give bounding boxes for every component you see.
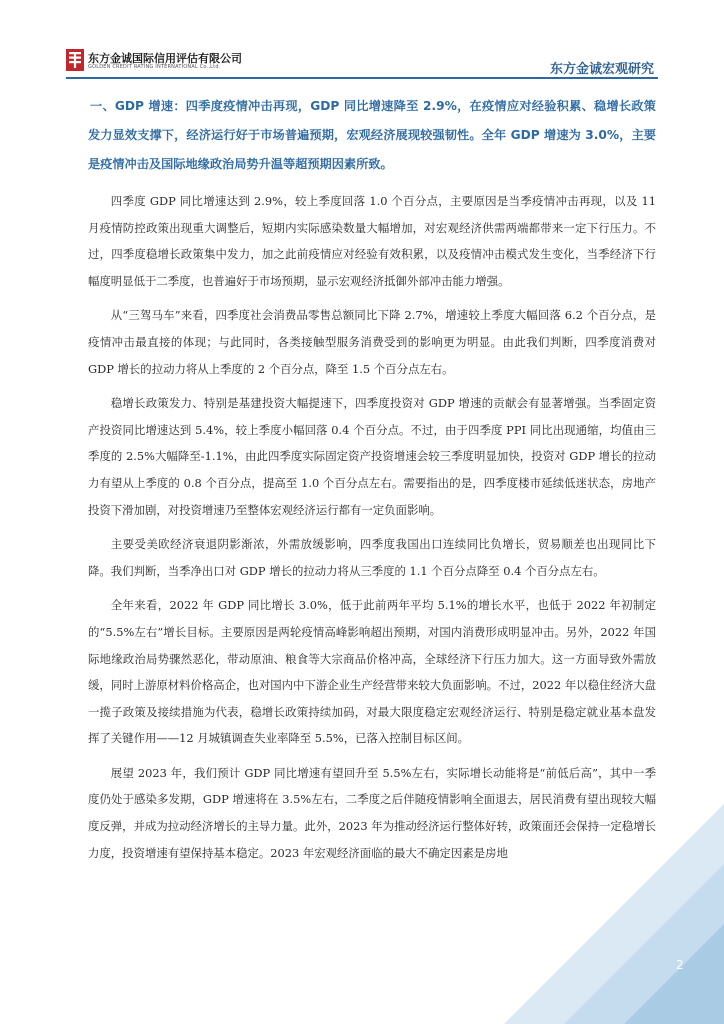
paragraph-net-exports: 主要受美欧经济衰退阴影渐浓，外需放缓影响，四季度我国出口连续同比负增长，贸易顺差也出现同比下降。我们判断，当季净出口对 GDP 增长的拉动力将从三季度的 1.1 个百分点降至 0.4 个百分点左右。	[88, 537, 656, 578]
paragraph-outlook-2023: 展望 2023 年，我们预计 GDP 同比增速有望回升至 5.5%左右，实际增长动能将是“前低后高”，其中一季度仍处于感染多发期，GDP 增速将在 3.5%左右，二季度之后伴随疫情影响全面退去，居民消费有望出现较大幅度反弹，并成为拉动经济增长的主导力量。此外，2023 年为推动经济运行整体好转，政策面还会保持一定稳增长力度，投资增速有望保持基本稳定。2023 年宏观经济面临的最大不确定因素是房地	[88, 765, 656, 860]
paragraph-full-year: 全年来看，2022 年 GDP 同比增长 3.0%，低于此前两年平均 5.1%的增长水平，也低于 2022 年初制定的“5.5%左右”增长目标。主要原因是两轮疫情高峰影响超出预期，对国内消费形成明显冲击。另外，2022 年国际地缘政治局势骤然恶化，带动原油、粮食等大宗商品价格冲高，全球经济下行压力加大。这一方面导致外需放缓，同时上游原材料价格高企，也对国内中下游企业生产经营带来较大负面影响。不过，2022 年以稳住经济大盘一揽子政策及接续措施为代表，稳增长政策持续加码，对最大限度稳定宏观经济运行、特别是稳定就业基本盘发挥了关键作用——12 月城镇调查失业率降至 5.5%，已落入控制目标区间。	[88, 598, 656, 746]
header-divider	[66, 77, 658, 79]
report-series-title: 东方金诚宏观研究	[549, 62, 654, 77]
page-header	[0, 0, 724, 80]
company-name: 东方金诚国际信用评估有限公司	[88, 52, 242, 65]
company-logo-icon	[66, 49, 84, 71]
section-heading: 一、GDP 增速：四季度疫情冲击再现，GDP 同比增速降至 2.9%，在疫情应对经验积累、稳增长政策发力显效支撑下，经济运行好于市场普遍预期，宏观经济展现较强韧性。全年 GDP 增速为 3.0%，主要是疫情冲击及国际地缘政治局势升温等超预期因素所致。	[88, 99, 656, 171]
paragraph-q4-gdp: 四季度 GDP 同比增速达到 2.9%，较上季度回落 1.0 个百分点，主要原因是当季疫情冲击再现，以及 11 月疫情防控政策出现重大调整后，短期内实际感染数量大幅增加，对宏观经济供需两端都带来一定下行压力。不过，四季度稳增长政策集中发力，加之此前疫情应对经验有效积累，以及疫情冲击模式发生变化，当季经济下行幅度明显低于二季度，也普遍好于市场预期，显示宏观经济抵御外部冲击能力增强。	[88, 194, 656, 288]
document-body	[88, 92, 656, 874]
corner-decoration	[504, 804, 724, 1024]
paragraph-investment: 稳增长政策发力、特别是基建投资大幅提速下，四季度投资对 GDP 增速的贡献会有显著增强。当季固定资产投资同比增速达到 5.4%，较上季度小幅回落 0.4 个百分点。不过，由于四季度 PPI 同比出现通缩，均值由三季度的 2.5%大幅降至-1.1%，由此四季度实际固定资产投资增速会较三季度明显加快，投资对 GDP 增长的拉动力有望从上季度的 0.8 个百分点，提高至 1.0 个百分点左右。需要指出的是，四季度楼市延续低迷状态，房地产投资下滑加剧，对投资增速乃至整体宏观经济运行都有一定负面影响。	[88, 396, 656, 517]
company-name-en: GOLDEN CREDIT RATING INTERNATIONAL Co.,Ltd.	[88, 64, 221, 70]
page-number: 2	[676, 958, 684, 972]
paragraph-consumption: 从“三驾马车”来看，四季度社会消费品零售总额同比下降 2.7%，增速较上季度大幅回落 6.2 个百分点，是疫情冲击最直接的体现；与此同时，各类接触型服务消费受到的影响更为明显。由此我们判断，四季度消费对 GDP 增长的拉动力将从上季度的 2 个百分点，降至 1.5 个百分点左右。	[88, 308, 656, 376]
